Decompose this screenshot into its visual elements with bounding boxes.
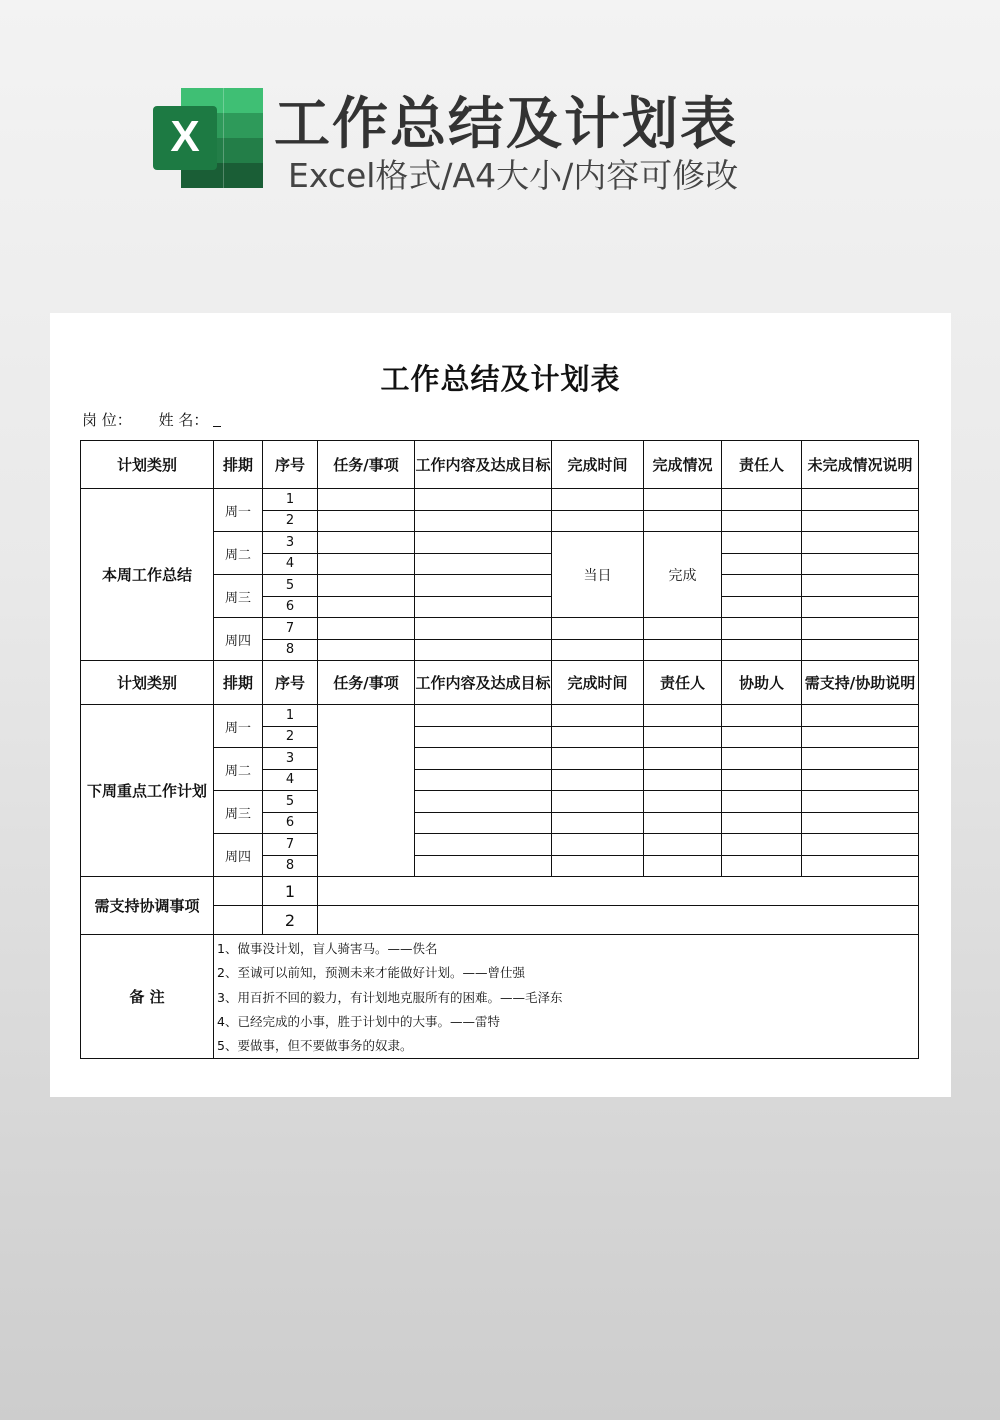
time-cell[interactable] xyxy=(552,618,644,640)
time-cell[interactable] xyxy=(552,639,644,661)
document-title: 工作总结及计划表 xyxy=(380,362,621,396)
owner-cell[interactable] xyxy=(644,855,722,877)
time-cell[interactable] xyxy=(552,791,644,813)
day-cell: 周三 xyxy=(214,791,263,834)
time-cell[interactable] xyxy=(552,812,644,834)
header-cell: 需支持/协助说明 xyxy=(802,661,919,705)
content-cell[interactable] xyxy=(415,769,552,791)
number-cell: 6 xyxy=(263,812,318,834)
status-cell[interactable] xyxy=(644,510,722,532)
header-cell: 完成时间 xyxy=(552,441,644,489)
owner-cell[interactable] xyxy=(722,553,802,575)
status-cell[interactable] xyxy=(644,639,722,661)
owner-cell[interactable] xyxy=(644,834,722,856)
time-cell[interactable] xyxy=(552,748,644,770)
number-cell: 8 xyxy=(263,639,318,661)
number-cell: 5 xyxy=(263,791,318,813)
assistant-cell[interactable] xyxy=(722,705,802,727)
header-cell: 工作内容及达成目标 xyxy=(415,441,552,489)
number-cell: 5 xyxy=(263,575,318,597)
remark-cell[interactable] xyxy=(802,596,919,618)
support-schedule-cell[interactable] xyxy=(214,906,263,935)
day-cell: 周二 xyxy=(214,748,263,791)
table-row xyxy=(81,489,919,511)
name-field[interactable] xyxy=(213,412,221,427)
assistant-cell[interactable] xyxy=(722,726,802,748)
excel-logo-icon xyxy=(153,88,265,188)
category-cell: 本周工作总结 xyxy=(81,489,214,661)
time-cell[interactable] xyxy=(552,726,644,748)
time-cell[interactable] xyxy=(552,705,644,727)
notes-content-cell xyxy=(214,935,919,1059)
header-cell: 任务/事项 xyxy=(318,661,415,705)
number-cell: 1 xyxy=(263,489,318,511)
day-cell: 周四 xyxy=(214,618,263,661)
time-cell[interactable] xyxy=(552,769,644,791)
note-line: 4、已经完成的小事，胜于计划中的大事。——雷特 xyxy=(217,1013,500,1029)
content-cell[interactable] xyxy=(415,596,552,618)
remark-cell[interactable] xyxy=(802,510,919,532)
remark-cell[interactable] xyxy=(802,532,919,554)
header-cell: 未完成情况说明 xyxy=(802,441,919,489)
content-cell[interactable] xyxy=(415,618,552,640)
category-cell: 下周重点工作计划 xyxy=(81,705,214,877)
support-note-cell[interactable] xyxy=(802,791,919,813)
task-cell[interactable] xyxy=(318,639,415,661)
content-cell[interactable] xyxy=(415,855,552,877)
note-line: 3、用百折不回的毅力，有计划地克服所有的困难。——毛泽东 xyxy=(217,989,563,1005)
number-cell: 4 xyxy=(263,769,318,791)
merged-task-cell[interactable] xyxy=(318,705,415,877)
owner-cell[interactable] xyxy=(644,705,722,727)
header-cell: 责任人 xyxy=(722,441,802,489)
content-cell[interactable] xyxy=(415,791,552,813)
note-line: 5、要做事，但不要做事务的奴隶。 xyxy=(217,1038,413,1054)
number-cell: 6 xyxy=(263,596,318,618)
number-cell: 7 xyxy=(263,834,318,856)
number-cell: 4 xyxy=(263,553,318,575)
support-note-cell[interactable] xyxy=(802,726,919,748)
task-cell[interactable] xyxy=(318,553,415,575)
header-cell: 责任人 xyxy=(644,661,722,705)
owner-cell[interactable] xyxy=(722,532,802,554)
remark-cell[interactable] xyxy=(802,618,919,640)
task-cell[interactable] xyxy=(318,532,415,554)
name-label: 姓 名： xyxy=(158,411,209,429)
remark-cell[interactable] xyxy=(802,575,919,597)
assistant-cell[interactable] xyxy=(722,791,802,813)
content-cell[interactable] xyxy=(415,489,552,511)
notes-label-cell: 备 注 xyxy=(81,935,214,1059)
table-row xyxy=(81,877,919,906)
day-cell: 周四 xyxy=(214,834,263,877)
number-cell: 2 xyxy=(263,906,318,935)
assistant-cell[interactable] xyxy=(722,855,802,877)
assistant-cell[interactable] xyxy=(722,748,802,770)
notes-row xyxy=(81,935,919,1059)
remark-cell[interactable] xyxy=(802,489,919,511)
number-cell: 3 xyxy=(263,532,318,554)
task-cell[interactable] xyxy=(318,596,415,618)
task-cell[interactable] xyxy=(318,618,415,640)
owner-cell[interactable] xyxy=(644,769,722,791)
day-cell: 周一 xyxy=(214,489,263,532)
owner-cell[interactable] xyxy=(644,726,722,748)
support-note-cell[interactable] xyxy=(802,769,919,791)
header-cell: 完成时间 xyxy=(552,661,644,705)
header-cell: 计划类别 xyxy=(81,441,214,489)
section1-header-row xyxy=(81,441,919,489)
support-note-cell[interactable] xyxy=(802,705,919,727)
content-cell[interactable] xyxy=(415,748,552,770)
header-cell: 工作内容及达成目标 xyxy=(415,661,552,705)
support-note-cell[interactable] xyxy=(802,834,919,856)
content-cell[interactable] xyxy=(415,575,552,597)
number-cell: 1 xyxy=(263,705,318,727)
support-schedule-cell[interactable] xyxy=(214,877,263,906)
note-line: 2、至诚可以前知，预测未来才能做好计划。——曾仕强 xyxy=(217,965,525,981)
assistant-cell[interactable] xyxy=(722,769,802,791)
document-sheet xyxy=(50,313,951,1097)
owner-cell[interactable] xyxy=(722,489,802,511)
owner-cell[interactable] xyxy=(722,639,802,661)
header-cell: 计划类别 xyxy=(81,661,214,705)
content-cell[interactable] xyxy=(415,834,552,856)
number-cell: 7 xyxy=(263,618,318,640)
day-cell: 周三 xyxy=(214,575,263,618)
number-cell: 2 xyxy=(263,726,318,748)
content-cell[interactable] xyxy=(415,639,552,661)
banner-subtitle: Excel格式/A4大小/内容可修改 xyxy=(288,156,739,195)
content-cell[interactable] xyxy=(415,532,552,554)
task-cell[interactable] xyxy=(318,575,415,597)
content-cell[interactable] xyxy=(415,510,552,532)
owner-cell[interactable] xyxy=(644,812,722,834)
header-cell: 完成情况 xyxy=(644,441,722,489)
content-cell[interactable] xyxy=(415,553,552,575)
support-note-cell[interactable] xyxy=(802,812,919,834)
remark-cell[interactable] xyxy=(802,639,919,661)
owner-cell[interactable] xyxy=(644,791,722,813)
header-cell: 任务/事项 xyxy=(318,441,415,489)
header-cell: 排期 xyxy=(214,441,263,489)
plan-table xyxy=(80,440,919,1059)
time-cell[interactable] xyxy=(552,834,644,856)
status-cell[interactable] xyxy=(644,489,722,511)
meta-line xyxy=(82,409,221,430)
banner xyxy=(0,0,1000,230)
merged-time-cell[interactable]: 当日 xyxy=(552,532,644,618)
time-cell[interactable] xyxy=(552,855,644,877)
task-cell[interactable] xyxy=(318,489,415,511)
content-cell[interactable] xyxy=(415,705,552,727)
owner-cell[interactable] xyxy=(722,510,802,532)
number-cell: 2 xyxy=(263,510,318,532)
content-cell[interactable] xyxy=(415,726,552,748)
day-cell: 周二 xyxy=(214,532,263,575)
header-cell: 排期 xyxy=(214,661,263,705)
logo-letter: X xyxy=(170,112,200,161)
note-line: 1、做事没计划，盲人骑害马。——佚名 xyxy=(217,941,438,956)
assistant-cell[interactable] xyxy=(722,834,802,856)
support-note-cell[interactable] xyxy=(802,748,919,770)
owner-cell[interactable] xyxy=(722,575,802,597)
header-cell: 协助人 xyxy=(722,661,802,705)
status-cell[interactable] xyxy=(644,618,722,640)
number-cell: 3 xyxy=(263,748,318,770)
position-label: 岗 位： xyxy=(82,411,132,429)
owner-cell[interactable] xyxy=(722,596,802,618)
support-label-cell: 需支持协调事项 xyxy=(81,877,214,935)
table-row xyxy=(81,705,919,727)
time-cell[interactable] xyxy=(552,489,644,511)
owner-cell[interactable] xyxy=(644,748,722,770)
header-cell: 序号 xyxy=(263,441,318,489)
day-cell: 周一 xyxy=(214,705,263,748)
assistant-cell[interactable] xyxy=(722,812,802,834)
number-cell: 1 xyxy=(263,877,318,906)
remark-cell[interactable] xyxy=(802,553,919,575)
support-content-cell[interactable] xyxy=(318,877,919,906)
banner-title: 工作总结及计划表 xyxy=(274,92,738,157)
content-cell[interactable] xyxy=(415,812,552,834)
merged-status-cell[interactable]: 完成 xyxy=(644,532,722,618)
time-cell[interactable] xyxy=(552,510,644,532)
number-cell: 8 xyxy=(263,855,318,877)
owner-cell[interactable] xyxy=(722,618,802,640)
support-note-cell[interactable] xyxy=(802,855,919,877)
header-cell: 序号 xyxy=(263,661,318,705)
section2-header-row xyxy=(81,661,919,705)
support-content-cell[interactable] xyxy=(318,906,919,935)
task-cell[interactable] xyxy=(318,510,415,532)
